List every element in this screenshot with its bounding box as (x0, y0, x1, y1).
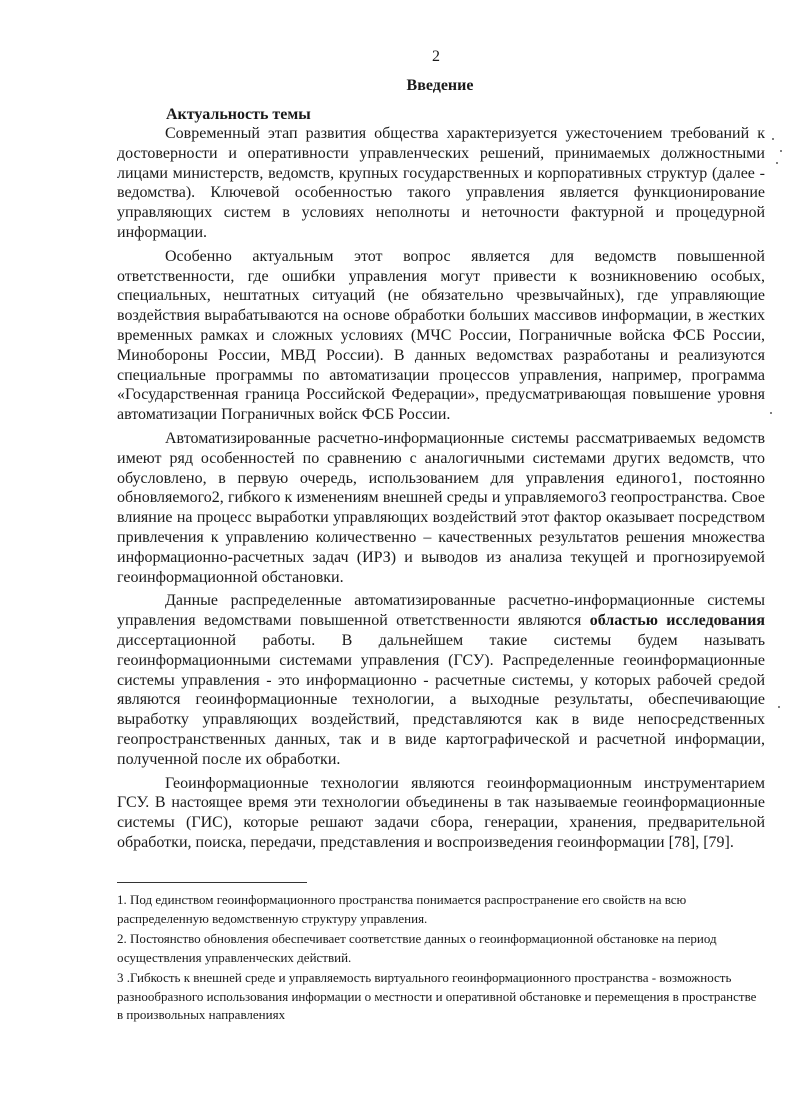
paragraph-2: Особенно актуальным этот вопрос является для ведомств повышенной ответственности, где ошибки управления могут привести к возникновению особых, специальных, нештатных ситуаций (не обязательно чрезвычайных), где управляющие воздействия вырабатываются на основе обработки больших массивов информации, в жестких временных рамках и сложных условиях (МЧС России, Пограничные войска ФСБ России, Минобороны России, МВД России). В данных ведомствах разработаны и реализуются специальные программы по автоматизации процессов управления, например, программа «Государственная граница Российской Федерации», предусматривающая повышение уровня автоматизации Пограничных войск ФСБ России. (117, 247, 765, 424)
paragraph-4 (117, 591, 765, 769)
page-title: Введение (406, 77, 474, 94)
paragraph-1: Современный этап развития общества характеризуется ужесточением требований к достоверности и оперативности управленческих решений, принимаемых должностными лицами министерств, ведомств, крупных государственных и корпоративных структур (далее - ведомства). Ключевой особенностью такого управления является функционирование управляющих систем в условиях неполноты и неточности фактурной и процедурной информации. (117, 125, 765, 241)
footnote-2: 2. Постоянство обновления обеспечивает соответствие данных о геоинформационной обстановке на период осуществления управленческих действий. (117, 931, 717, 965)
footnote-1: 1. Под единством геоинформационного пространства понимается распространение его свойств на всю распределенную ведомственную структуру управления. (117, 892, 687, 926)
page-number: 2 (432, 48, 440, 65)
footnotes (117, 891, 765, 1027)
paragraph-3: Автоматизированные расчетно-информационные системы рассматриваемых ведомств имеют ряд особенностей по сравнению с аналогичными системами других ведомств, что обусловлено, в первую очередь, использованием для управления единого1, постоянно обновляемого2, гибкого к изменениям внешней среды и управляемого3 геопространства. Свое влияние на процесс выработки управляющих воздействий этот фактор оказывает посредством привлечения к управлению количественно – качественных результатов решения множества информационно-расчетных задач (ИРЗ) и выводов из анализа текущей и прогнозируемой геоинформационной обстановки. (117, 429, 765, 586)
section-heading: Актуальность темы (166, 106, 311, 123)
footnote-3: 3 .Гибкость к внешней среде и управляемость виртуального геоинформационного пространства - возможность разнообразного использования информации о местности и оперативной обстановке и перемещения в пространстве в произвольных направлениях (117, 970, 757, 1022)
scan-speck (776, 162, 778, 164)
scan-speck (778, 706, 780, 708)
body-text (117, 124, 765, 857)
research-area-term: областью исследования (589, 612, 765, 630)
paragraph-4-after: диссертационной работы. В дальнейшем такие системы будем называть геоинформационными системами управления (ГСУ). Распределенные геоинформационные системы управления - это информационно - расчетные системы, у которых рабочей средой являются геоинформационные технологии, а выходные результаты, обеспечивающие выработку управляющих воздействий, представляются как в виде непосредственных геопространственных данных, так и в виде картографической и расчетной информации, полученной после их обработки. (117, 631, 765, 768)
paragraph-5: Геоинформационные технологии являются геоинформационным инструментарием ГСУ. В настоящее время эти технологии объединены в так называемые геоинформационные системы (ГИС), которые решают задачи сбора, генерации, хранения, предварительной обработки, поиска, передачи, представления и воспроизведения геоинформации [78], [79]. (117, 774, 765, 851)
scan-speck (772, 138, 774, 140)
footnote-divider (117, 882, 307, 883)
scan-speck (780, 150, 782, 152)
scan-speck (770, 412, 772, 414)
paragraph-4-before: Данные распределенные автоматизированные расчетно-информационные системы управления ведомствами повышенной ответственности являются (117, 592, 765, 630)
